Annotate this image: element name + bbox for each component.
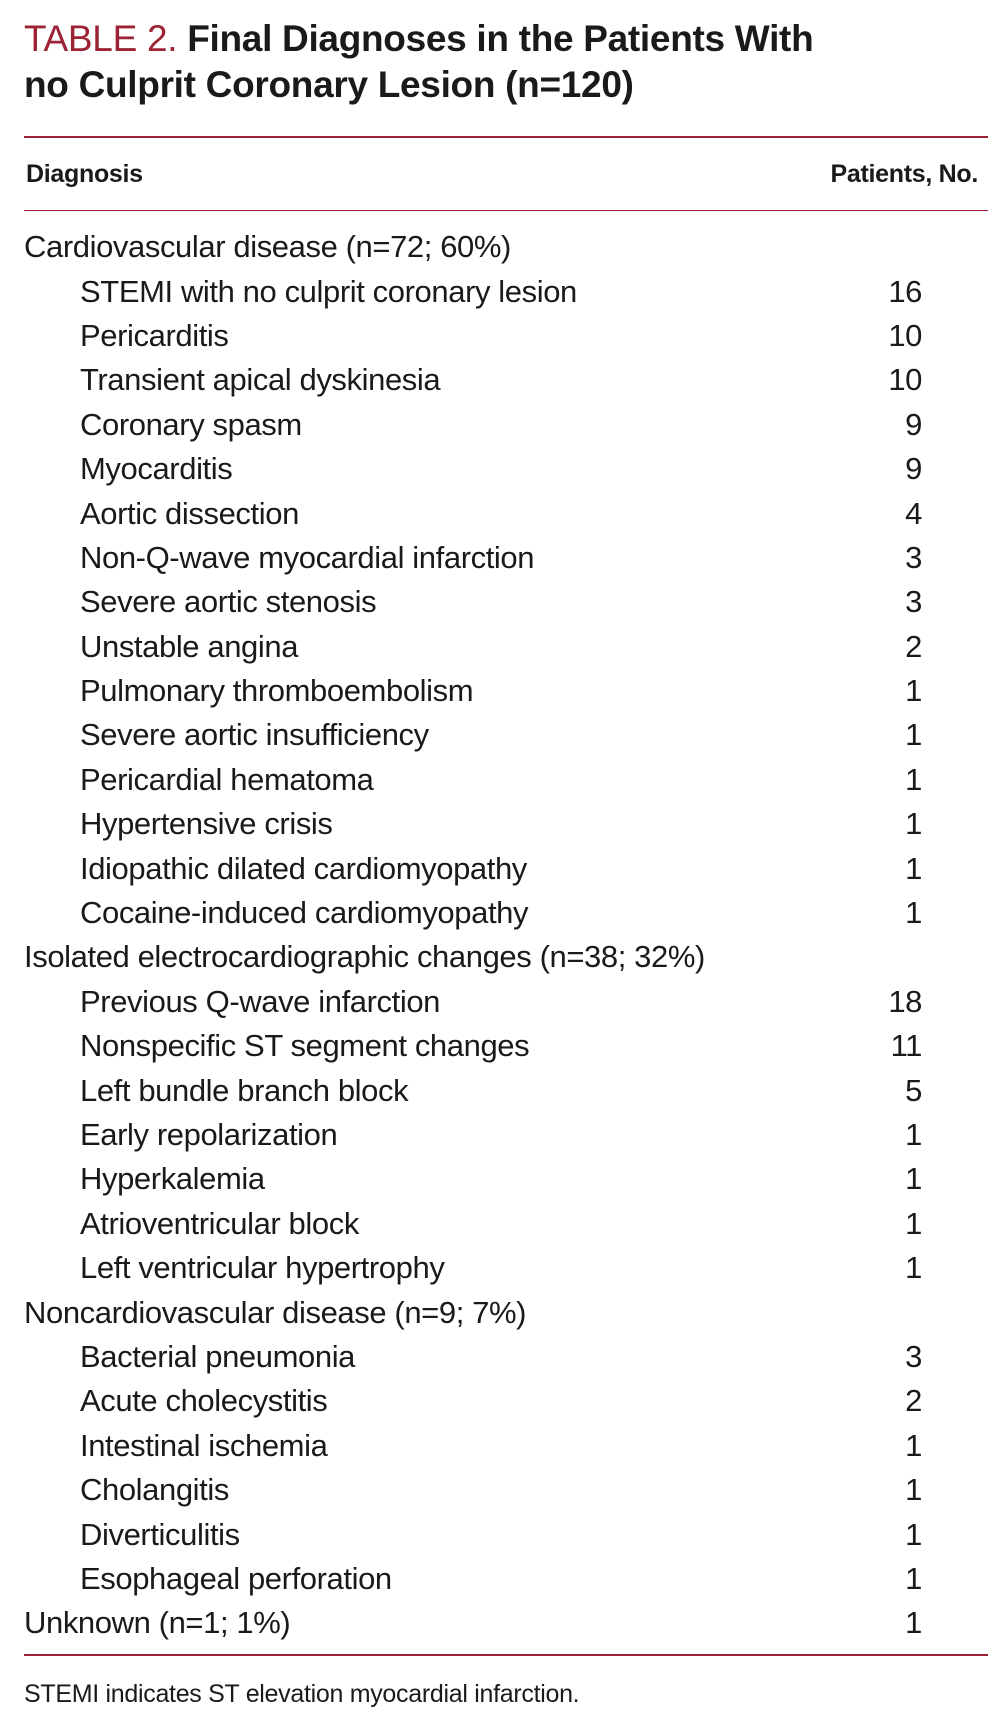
table-row <box>24 1202 988 1246</box>
table-row <box>24 358 988 402</box>
table-row-label: Myocarditis <box>80 451 233 487</box>
table-row <box>24 802 988 846</box>
table-row-label: Bacterial pneumonia <box>80 1338 356 1374</box>
table-row <box>24 1512 988 1556</box>
table-row-value: 1 <box>905 1117 922 1152</box>
table-row <box>24 625 988 669</box>
bottom-rule <box>24 1654 988 1656</box>
unknown-row <box>24 1601 988 1645</box>
group-row-label: Cardiovascular disease (n=72; 60%) <box>24 229 511 265</box>
table-row <box>24 1068 988 1112</box>
table-row <box>24 1468 988 1512</box>
table-row-value: 1 <box>905 1250 922 1286</box>
table-row-value: 10 <box>888 317 922 353</box>
table-row <box>24 269 988 313</box>
table-row-value: 1 <box>905 673 922 709</box>
table-row <box>24 891 988 935</box>
table-row <box>24 1113 988 1157</box>
group-row <box>24 1290 988 1334</box>
header-diagnosis: Diagnosis <box>26 159 143 188</box>
table-row-label: Pericarditis <box>80 317 229 353</box>
table-container <box>24 16 988 1709</box>
table-row-label: Non-Q-wave myocardial infarction <box>80 539 535 575</box>
table-row-label: Hypertensive crisis <box>80 806 333 842</box>
table-row-value: 1 <box>905 761 922 797</box>
header-patients: Patients, No. <box>830 159 978 188</box>
table-row-value: 5 <box>905 1072 922 1108</box>
table-row-label: Esophageal perforation <box>80 1560 392 1596</box>
table-row-label: Idiopathic dilated cardiomyopathy <box>80 850 527 886</box>
group-row <box>24 225 988 269</box>
table-row-label: Acute cholecystitis <box>80 1383 328 1419</box>
table-row-value: 10 <box>888 362 922 398</box>
table-row-label: Coronary spasm <box>80 406 302 442</box>
group-row-label: Isolated electrocardiographic changes (n=38; 32%) <box>24 939 705 975</box>
table-row-value: 18 <box>888 983 922 1019</box>
table-row-value: 2 <box>905 628 922 664</box>
table-row <box>24 669 988 713</box>
table-row-label: Left ventricular hypertrophy <box>80 1250 445 1286</box>
table-label: TABLE 2. <box>24 18 178 59</box>
table-row <box>24 536 988 580</box>
table-row-label: Atrioventricular block <box>80 1205 359 1241</box>
table-row-label: Aortic dissection <box>80 495 299 531</box>
table-row-label: Cholangitis <box>80 1472 229 1508</box>
table-row-value: 2 <box>905 1383 922 1419</box>
table-row <box>24 1024 988 1068</box>
table-row-value: 1 <box>905 1472 922 1508</box>
table-row-label: Left bundle branch block <box>80 1072 409 1108</box>
table-row-label: Transient apical dyskinesia <box>80 362 441 398</box>
table-row <box>24 403 988 447</box>
table-title-line2: no Culprit Coronary Lesion (n=120) <box>24 64 634 105</box>
table-title <box>24 16 988 108</box>
table-title-text: Final Diagnoses in the Patients With <box>187 18 814 59</box>
table-row <box>24 1379 988 1423</box>
table-row <box>24 491 988 535</box>
table-row <box>24 1157 988 1201</box>
table-row-label: Hyperkalemia <box>80 1161 265 1197</box>
table-row <box>24 1424 988 1468</box>
unknown-row-label: Unknown (n=1; 1%) <box>24 1605 291 1641</box>
table-header <box>24 138 988 210</box>
table-row-label: Pericardial hematoma <box>80 761 374 797</box>
table-row-label: Severe aortic insufficiency <box>80 717 429 753</box>
table-row-label: Early repolarization <box>80 1117 338 1152</box>
table-row <box>24 1557 988 1601</box>
table-row-label: Intestinal ischemia <box>80 1427 328 1463</box>
table-row <box>24 447 988 491</box>
table-row-label: Nonspecific ST segment changes <box>80 1028 530 1064</box>
table-row-label: Diverticulitis <box>80 1516 240 1552</box>
table-row-value: 4 <box>905 495 922 531</box>
table-row <box>24 980 988 1024</box>
table-row-value: 1 <box>905 1560 922 1596</box>
table-row-value: 1 <box>905 717 922 753</box>
table-body <box>24 211 988 1646</box>
table-row-value: 1 <box>905 895 922 931</box>
table-row-label: Pulmonary thromboembolism <box>80 673 474 709</box>
table-row-value: 11 <box>890 1028 922 1064</box>
table-row-value: 9 <box>905 406 922 442</box>
table-row <box>24 713 988 757</box>
table-row-value: 1 <box>905 1427 922 1463</box>
group-row-label: Noncardiovascular disease (n=9; 7%) <box>24 1294 527 1330</box>
table-row <box>24 580 988 624</box>
table-row-value: 9 <box>905 451 922 487</box>
group-row <box>24 935 988 979</box>
table-row-value: 1 <box>905 1516 922 1552</box>
table-row-value: 3 <box>905 584 922 620</box>
table-row-value: 1 <box>905 806 922 842</box>
table-row <box>24 758 988 802</box>
table-row-value: 16 <box>888 273 922 309</box>
table-row-value: 1 <box>905 1161 922 1197</box>
table-row <box>24 1335 988 1379</box>
table-row <box>24 1246 988 1290</box>
table-row-label: STEMI with no culprit coronary lesion <box>80 273 577 309</box>
table-row-label: Unstable angina <box>80 628 299 664</box>
table-row-value: 1 <box>905 850 922 886</box>
table-row <box>24 314 988 358</box>
table-row <box>24 846 988 890</box>
table-row-label: Previous Q-wave infarction <box>80 983 441 1019</box>
unknown-row-value: 1 <box>905 1605 922 1641</box>
footnote: STEMI indicates ST elevation myocardial infarction. <box>24 1679 580 1708</box>
table-row-value: 1 <box>905 1205 922 1241</box>
table-row-value: 3 <box>905 1338 922 1374</box>
table-row-label: Cocaine-induced cardiomyopathy <box>80 895 529 931</box>
table-row-value: 3 <box>905 539 922 575</box>
table-row-label: Severe aortic stenosis <box>80 584 377 620</box>
